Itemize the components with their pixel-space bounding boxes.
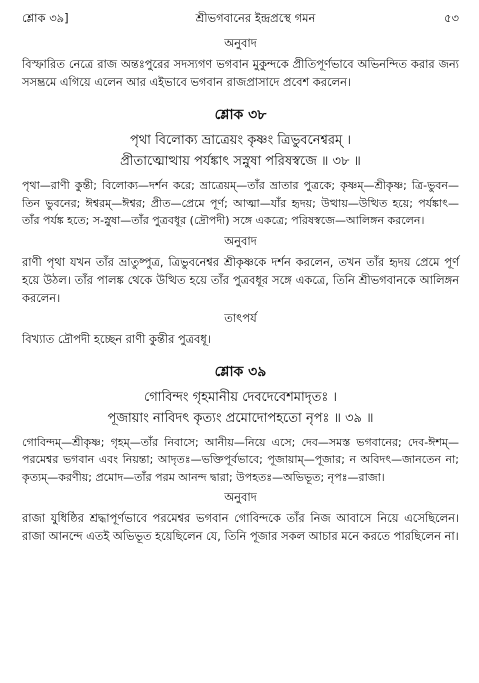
translation-paragraph: বিস্ফারিত নেত্রে রাজ অন্তঃপুরের সদস্যগণ ভগবান মুকুন্দকে প্রীতিপূর্ণভাবে অভিনন্দিত করার জন্য সসম্ভ্রমে এগিয়ে এলেন আর এইভাবে ভগবান রাজপ্রাসাদে প্রবেশ করলেন।	[22, 57, 459, 89]
purport-paragraph: বিখ্যাত দ্রৌপদী হচ্ছেন রাণী কুন্তীর পুত্রবধূ।	[22, 331, 211, 346]
verse-39-line-1: গোবিন্দং গৃহমানীয় দেবদেবেশমাদৃতঃ ।	[143, 389, 338, 405]
translation-heading: অনুবাদ	[224, 490, 257, 504]
verse-title-39: শ্লোক ৩৯	[214, 363, 267, 380]
page-number: ৫৩	[444, 11, 459, 25]
verse-title-38: শ্লোক ৩৮	[214, 107, 267, 123]
translation-paragraph: রাণী পৃথা যখন তাঁর ভ্রাতুষ্পুত্র, ত্রিভুবনেশ্বর শ্রীকৃষ্ণকে দর্শন করলেন, তখন তাঁর হৃদয় প্রেমে পূর্ণ হয়ে উঠল। তাঁর পালঙ্ক থেকে উত্থিত হয়ে তাঁর পুত্রবধূর সঙ্গে একত্রে, তিনি শ্রীভগবানকে আলিঙ্গন করলেন।	[22, 254, 459, 305]
verse-38-line-1: পৃথা বিলোক্য ভ্রাত্রেয়ং কৃষ্ণং ত্রিভুবনেশ্বরম্ ।	[129, 133, 352, 148]
word-meanings-39: গোবিন্দম্—শ্রীকৃষ্ণ; গৃহম্—তাঁর নিবাসে; আনীয়—নিয়ে এসে; দেব—সমস্ত ভগবানের; দেব-ঈশম্—পরমেশ্বর ভগবান এবং নিয়ন্তা; আদৃতঃ—ভক্তিপূর্বভাবে; পূজায়াম্—পূজার; ন অবিদৎ—জানতেন না; কৃত্যম্—করণীয়; প্রমোদ—তাঁর পরম আনন্দ দ্বারা; উপহতঃ—অভিভূত; নৃপঃ—রাজা।	[22, 435, 459, 484]
purport-heading: তাৎপর্য	[224, 310, 257, 325]
verse-39-line-2: পূজায়াং নাবিদৎ কৃত্যং প্রমোদোপহতো নৃপঃ ॥ ৩৯ ॥	[107, 410, 374, 426]
running-header	[22, 10, 459, 32]
translation-heading: অনুবাদ	[224, 233, 257, 248]
header-chapter-title: শ্রীভগবানের ইন্দ্রপ্রস্থে গমন	[195, 11, 316, 25]
word-meanings-38: পৃথা—রাণী কুন্তী; বিলোক্য—দর্শন করে; ভ্রাত্রেয়ম্—তাঁর ভ্রাতার পুত্রকে; কৃষ্ণম্—শ্রীকৃষ্ণ; ত্রি-ভুবন—তিন ভুবনের; ঈশ্বরম্—ঈশ্বর; প্রীত—প্রেমে পূর্ণ; আত্মা—যাঁর হৃদয়; উত্থায়—উত্থিত হয়ে; পর্যঙ্কাৎ—তাঁর পর্যঙ্ক হতে; স-স্নুষা—তাঁর পুত্রবধূর (দ্রৌপদী) সঙ্গে একত্রে; পরিষস্বজে—আলিঙ্গন করলেন।	[22, 179, 459, 227]
verse-38-line-2: প্রীতাত্মোত্থায় পর্যঙ্কাৎ সস্নুষা পরিষস্বজে ॥ ৩৮ ॥	[120, 154, 361, 169]
header-verse-ref: শ্লোক ৩৯]	[22, 11, 69, 25]
translation-paragraph: রাজা যুধিষ্ঠির শ্রদ্ধাপূর্ণভাবে পরমেশ্বর ভগবান গোবিন্দকে তাঁর নিজ আবাসে নিয়ে এসেছিলেন। রাজা আনন্দে এতই অভিভূত হয়েছিলেন যে, তিনি পূজার সকল আচার মনে করতে পারছিলেন না।	[22, 511, 459, 543]
translation-heading: অনুবাদ	[224, 36, 257, 50]
